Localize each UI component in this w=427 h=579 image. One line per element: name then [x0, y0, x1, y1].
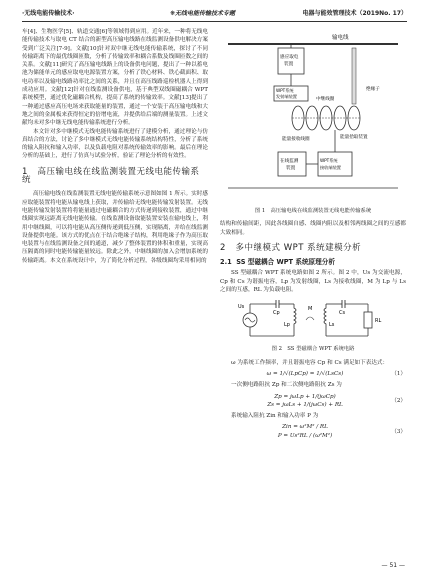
right-paragraph-5: 系统输入阻抗 Zin 和输入功率 P 为	[231, 413, 319, 420]
figure-1-diagram	[220, 28, 406, 204]
page-number: — 51 —	[381, 561, 405, 569]
relay-label: 中继线圈	[316, 97, 335, 102]
left-column	[22, 28, 208, 265]
figure-2-caption: 图 2 SS 型磁耦合 WPT 系统电路	[271, 346, 355, 353]
equation-2-line-1: Zp = jωLp + 1/(jωCp)	[274, 393, 336, 400]
tx-label-2: 发射端装置	[276, 94, 297, 99]
relay-coils	[292, 106, 360, 130]
header-rule	[22, 21, 407, 22]
equation-3	[220, 423, 406, 440]
section-2-title: 多中继模式 WPT 系统建模分析	[235, 242, 362, 253]
equation-3-line-1: Zin = ω²M² / RL	[282, 424, 328, 431]
section-1-paragraph: 高压输电线在线监测装置无线电能传输系统示意图如图 1 所示。实时感应取能装置将电能从输电线上获取，并传输给无线电能传输发射装置。无线电能传输发射装置将将能量通过电磁耦合的方式传递到接收装置，通过中继线圈实现远距离无线电能传输。在线监测设备取能装置安装在输电线上，利用中继线圈，可以将电能从高压侧传递到低压侧，实现隔离，并给在线监测设备提供电能。该方式的优点在于结合绝缘子结构，利用绝缘子作为高压取电装置与在线监测设备之间的通道，减少了整体装置的体积和重量，实现高压隔离的同时电能传输能量较远。除此之外，中继线圈的加入会增加系统的传输距离。本文在系统设计中，为了简化分析过程，各级线圈均采用相同的	[22, 191, 208, 264]
section-1-title: 高压输电线在线监测装置无线电能传输系统	[22, 166, 200, 186]
fig2-cp-label: Cp	[273, 310, 280, 317]
equation-2-body	[220, 393, 390, 410]
fig2-ls-label: Ls	[329, 322, 335, 329]
equation-1-number: （1）	[391, 370, 406, 377]
figure-1	[220, 28, 406, 204]
rx-label-2: 接收端装置	[320, 165, 341, 170]
figure-2	[238, 298, 388, 342]
line-label: 输电线	[332, 35, 349, 41]
header-center: ❋无线电能传输技术专题	[170, 10, 236, 17]
section-2-heading	[220, 244, 406, 252]
subsection-number: 2.1	[220, 258, 232, 267]
equation-2-line-2: Zs = jωLs + 1/(jωCs) + RL	[267, 401, 343, 408]
equation-1-body: ω = 1/√(LpCp) = 1/√(LsCs)	[266, 370, 344, 377]
section-1-heading	[22, 168, 208, 185]
equation-3-line-2: P = Us²RL / (ω²M²)	[277, 432, 333, 439]
running-header	[22, 8, 407, 20]
equation-2	[220, 393, 406, 410]
harvest-label: 感应取电	[280, 55, 299, 60]
harvest-label-2: 装置	[284, 62, 294, 67]
load-resistor	[364, 312, 372, 328]
section-2-number: 2	[220, 242, 226, 253]
lp-coil	[294, 304, 296, 336]
header-left: ·无线电能传输技术·	[22, 10, 75, 17]
mutual-arc	[306, 317, 314, 320]
subsection-2-1-heading	[220, 258, 406, 266]
tx-label-1: WPT系统	[276, 88, 294, 93]
right-paragraph-1: 结构和传输间距，因此各线圈自感、线圈内阻以及相邻两线圈之间的互感都大致相同。	[220, 221, 406, 236]
monitor-label-1: 在线监测	[280, 159, 299, 164]
equation-1	[220, 370, 406, 378]
equation-3-number: （3）	[391, 428, 406, 435]
rx-label-1: WPT系统	[320, 158, 338, 163]
storage-label: 能量接收线圈	[282, 137, 310, 142]
section-1-number: 1	[22, 166, 28, 177]
right-paragraph-4: 一次侧电路阻抗 Zp 和二次侧电路阻抗 Zs 为	[231, 382, 342, 389]
right-paragraph-2: SS 型磁耦合 WPT 系统电路如图 2 所示。图 2 中，Us 为交流电源，Cp 和 Cs 为谐振电容，Lp 为发射线圈，Ls 为接收线圈，M 为 Lp 与 Ls 之间的互感，RL 为负载电阻。	[220, 270, 406, 294]
intro-paragraph-continued: 车[4]、生物医学[5]、轨道交通[6]等领域得到应用。近年来，一种将无线电能传输技术与取电 CT 结合的新型高压输电线路在线监测设备供电解决方案受到广泛关注[7-9]。文献[10]针对双中继无线电能传输系统，探讨了不同传输距离下的最优线圈匝数，分析了传输效率和耦合系数及线圈匝数之间的关系。文献[11]研究了高压输电线路上的设备供电问题，提出了一种以蓄电池为储能单元的感应取电电源装置方案，分析了铁心材料、铁心截面积、取电功率以及输电线路功率比之间的关系，并且在高压线路巡检机器人上得到成功应用。文献[12]针对在线监测设备供电，基于典型双线圈磁耦合 WPT 系统模型，通过优化磁耦合机构，提高了系统的传输效率。文献[13]提出了一种通过感应高压电场来获取能量的装置，通过一个安装于高压输电线和大地之间的金属板来获得恒定的倍增电流，并提供给后端的测量装置。上述文献均未对多中继无线电能传输系统进行分析。	[22, 29, 208, 127]
right-paragraph-3: ω 为系统工作频率，并且谐振电容 Cp 和 Cs 满足如下表达式：	[231, 359, 389, 366]
fig2-m-label: M	[308, 306, 313, 313]
fig2-lp-label: Lp	[284, 322, 290, 329]
figure-1-caption: 图 1 高压输电线在线监测装置无线电能传输系统	[254, 208, 372, 214]
contribution-paragraph: 本文针对多中继模式无线电能传输系统进行了建模分析，通过理论与仿真结合的方法，讨论了多中继模式无线电能传输系统结构特性，分析了系统的输入阻抗和输入功率，以及负载电阻对系统传输效率的影响。最后在理论分析的基础上，进行了仿真与试验分析，验证了理论分析的有效性。	[22, 128, 208, 160]
equation-3-body	[220, 423, 390, 440]
monitor-box	[278, 152, 306, 176]
harvest-device-box	[278, 48, 304, 74]
figure-2-circuit	[238, 298, 388, 342]
insulator-label: 绝缘子	[366, 87, 380, 92]
header-right: 电器与能效管理技术（2019No. 17）	[302, 10, 407, 17]
monitor-label-2: 装置	[286, 166, 296, 171]
source-wave	[245, 318, 255, 322]
insulator	[352, 48, 356, 104]
right-column	[220, 28, 406, 443]
rx-box	[318, 152, 352, 176]
subsection-title: SS 型磁耦合 WPT 系统原理分析	[236, 258, 335, 267]
fig2-us-label: Us	[238, 304, 245, 311]
equation-2-number: （2）	[391, 397, 406, 404]
fig2-cs-label: Cs	[339, 310, 346, 317]
fig2-rl-label: RL	[375, 318, 382, 325]
pickup-label: 能量拾取装置	[340, 135, 368, 140]
ls-coil	[324, 304, 326, 336]
